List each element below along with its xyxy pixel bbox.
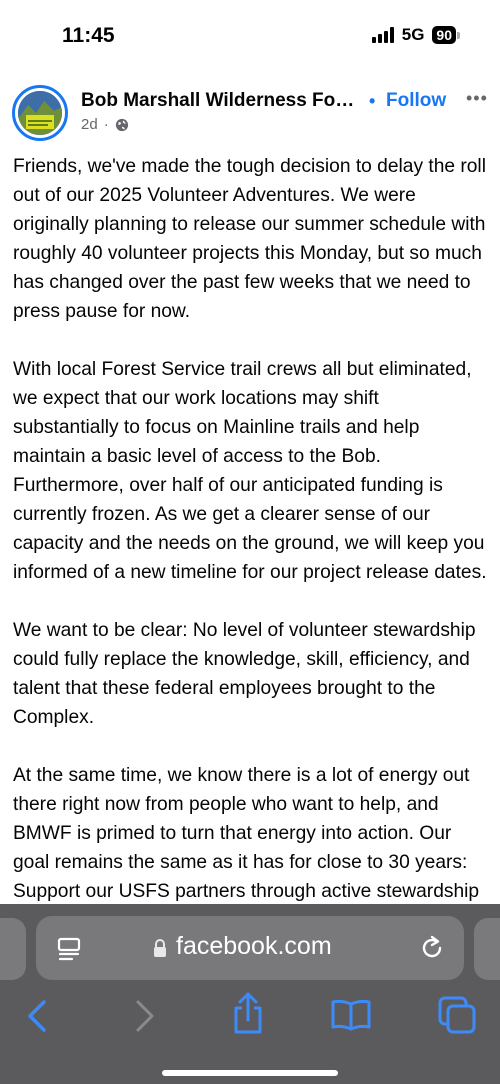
bookmarks-icon[interactable] xyxy=(330,998,372,1032)
reader-icon[interactable] xyxy=(56,936,82,962)
browser-toolbar xyxy=(0,992,500,1042)
previous-tab-preview[interactable] xyxy=(0,918,26,980)
network-type: 5G xyxy=(401,25,425,44)
home-indicator xyxy=(162,1070,338,1076)
post-paragraph: We want to be clear: No level of volunteer stewardship could fully replace the knowledge, skill, efficiency, and talent that these federal employees brought to the Complex. xyxy=(13,620,476,728)
meta-separator: · xyxy=(103,116,109,133)
post-meta xyxy=(81,116,129,133)
post-time[interactable]: 2d xyxy=(81,116,98,133)
battery-icon xyxy=(432,26,460,44)
page-name[interactable]: Bob Marshall Wilderness Fo… xyxy=(81,90,355,111)
status-time: 11:45 xyxy=(62,24,115,47)
globe-icon xyxy=(115,118,129,132)
post-body xyxy=(13,152,487,964)
status-bar xyxy=(0,0,500,70)
post-paragraph: At the same time, we know there is a lot of energy out there right now from people who want to help, and BMWF is primed to turn that energy into action. Our goal remains the same as it has for close to 30 years: Support our USFS partners through active stewardship xyxy=(13,765,480,902)
next-tab-preview[interactable] xyxy=(474,918,500,980)
url-text[interactable]: facebook.com xyxy=(176,932,332,960)
avatar-image xyxy=(18,91,62,135)
back-icon[interactable] xyxy=(24,998,50,1034)
page-avatar[interactable] xyxy=(12,85,68,141)
post-paragraph: Friends, we've made the tough decision to delay the roll out of our 2025 Volunteer Adventures. We were originally planning to release our summer schedule with roughly 40 volunteer projects this Monday, but so much has changed over the past few weeks that we need to press pause for now. xyxy=(13,156,486,322)
lock-icon xyxy=(152,938,168,958)
forward-icon[interactable] xyxy=(132,998,158,1034)
more-options-icon[interactable]: ••• xyxy=(466,88,488,108)
share-icon[interactable] xyxy=(230,992,266,1036)
reload-icon[interactable] xyxy=(418,934,446,962)
post-header xyxy=(0,82,500,142)
tabs-icon[interactable] xyxy=(438,996,476,1034)
signal-icon xyxy=(372,27,394,43)
address-bar[interactable] xyxy=(36,916,464,980)
battery-level: 90 xyxy=(432,26,456,44)
status-indicators xyxy=(372,25,460,45)
follow-separator: • xyxy=(369,91,376,111)
browser-bar xyxy=(0,904,500,1084)
post-paragraph: With local Forest Service trail crews all but eliminated, we expect that our work locations may shift substantially to focus on Mainline trails and help maintain a basic level of access to the Bob. Furthermore, over half of our anticipated funding is currently frozen. As we get a clearer sense of our capacity and the needs on the ground, we will keep you informed of a new timeline for our project release dates. xyxy=(13,359,487,583)
follow-button[interactable]: Follow xyxy=(386,90,447,111)
